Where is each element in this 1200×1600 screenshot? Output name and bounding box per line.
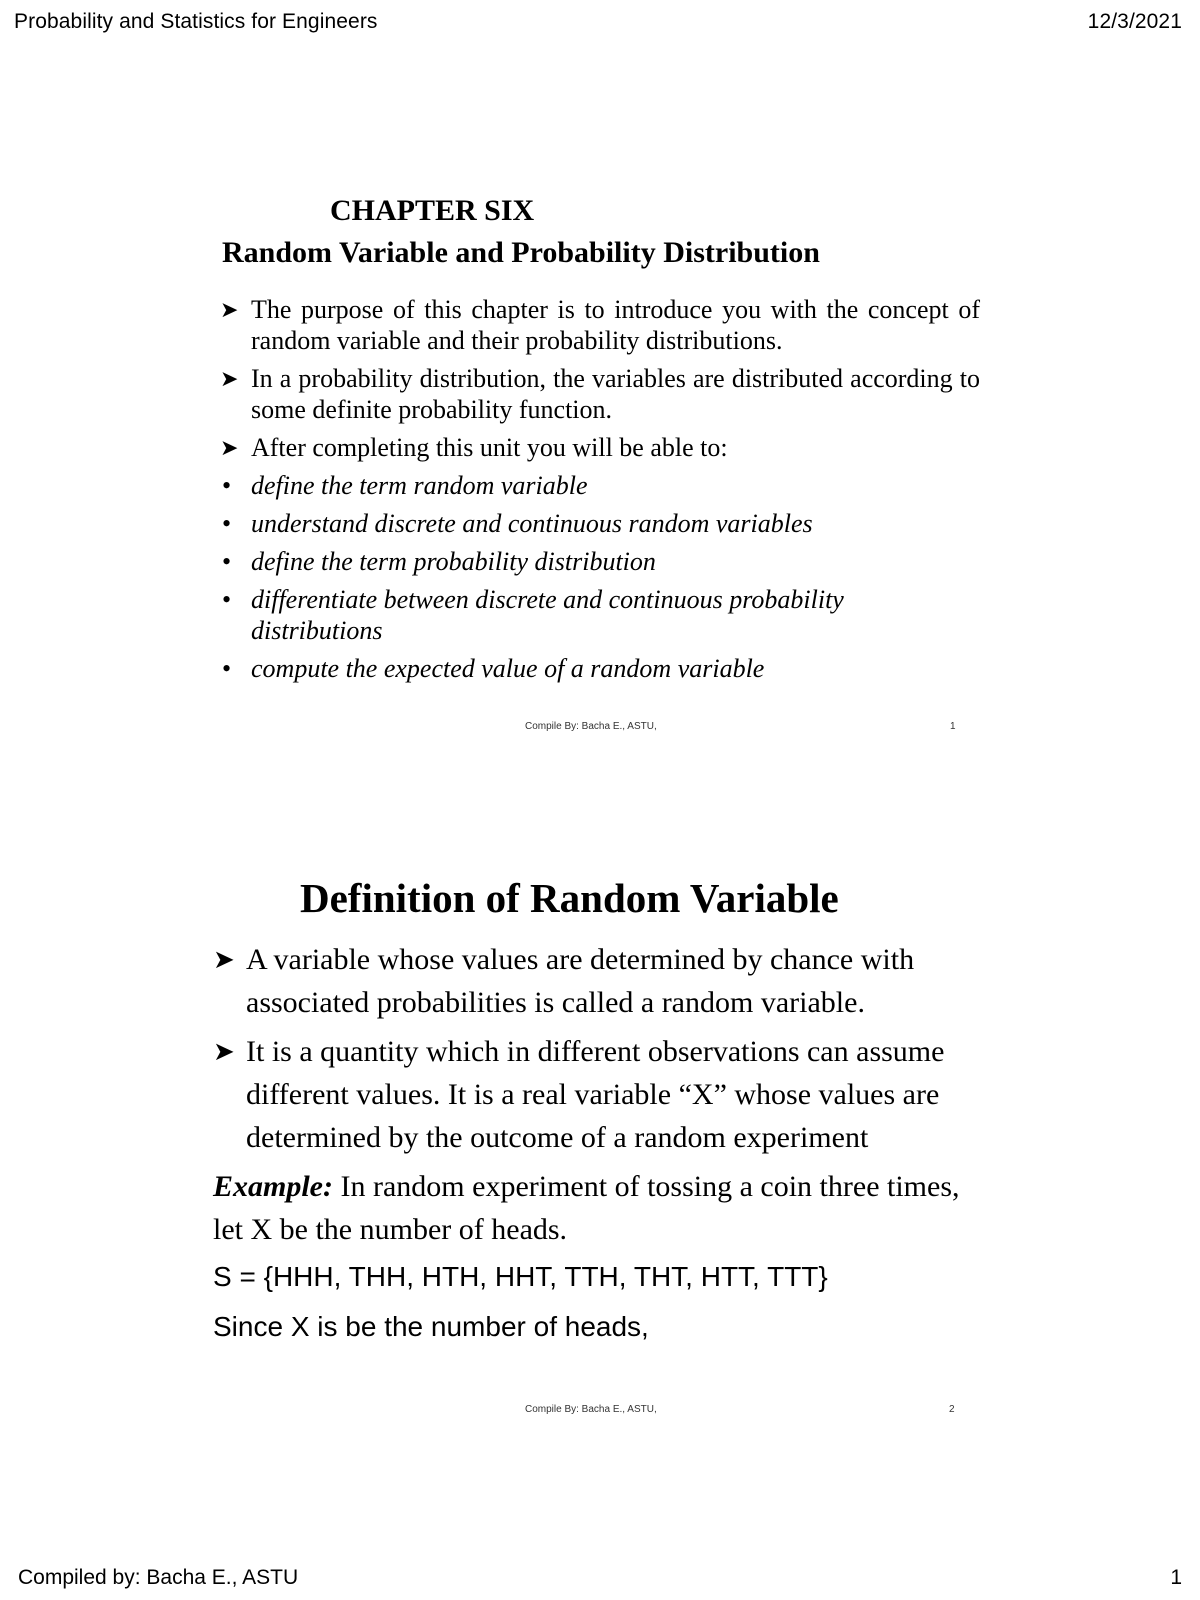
arrow-bullet-icon: ➤ [220,366,239,391]
slide1-number: 1 [950,721,956,732]
since-line: Since X is be the number of heads, [213,1311,649,1342]
arrow-bullet-icon: ➤ [213,945,235,974]
slide1-point [220,432,980,463]
example-paragraph [213,1165,973,1251]
bullet-dot-icon: • [222,471,232,500]
bullet-dot-icon: • [222,654,232,683]
slide1-point-text: The purpose of this chapter is to introduce you with the concept of random variable and their probability distributions. [251,295,980,355]
header-date: 12/3/2021 [1087,10,1182,33]
slide2-point [213,1030,973,1159]
page-number: 1 [1170,1566,1182,1589]
bullet-dot-icon: • [222,509,232,538]
objective-text: compute the expected value of a random variable [251,654,765,683]
slide2-credit: Compile By: Bacha E., ASTU, [525,1404,657,1415]
slide2-number: 2 [949,1404,955,1415]
slide1-point [220,363,980,425]
compiled-by: Compiled by: Bacha E., ASTU [18,1566,299,1589]
slide2-point-text: It is a quantity which in different observations can assume different values. It is a real variable “X” whose values are determined by the outcome of a random experiment [246,1035,945,1154]
slide1-point-text: After completing this unit you will be able to: [251,433,728,462]
slide1-body [220,294,980,691]
arrow-bullet-icon: ➤ [220,435,239,460]
objective-text: define the term probability distribution [251,547,656,576]
chapter-heading: CHAPTER SIX [330,194,535,227]
objective-item [220,584,980,646]
slide1-point [220,294,980,356]
chapter-subtitle: Random Variable and Probability Distribution [222,236,820,269]
objective-item [220,653,980,684]
objective-text: understand discrete and continuous random variables [251,509,813,538]
objective-item [220,546,980,577]
course-title: Probability and Statistics for Engineers [14,10,378,33]
objective-item [220,470,980,501]
sample-space: S = {HHH, THH, HTH, HHT, TTH, THT, HTT, TTT} [213,1261,828,1292]
example-text: In random experiment of tossing a coin three times, let X be the number of heads. [213,1170,960,1246]
slide2-point [213,938,973,1024]
objective-item [220,508,980,539]
slide2-title: Definition of Random Variable [300,875,839,921]
objective-text: define the term random variable [251,471,588,500]
slide2-point-text: A variable whose values are determined by chance with associated probabilities is called a random variable. [246,943,915,1019]
objective-text: differentiate between discrete and continuous probability distributions [251,585,844,645]
example-label: Example: [213,1170,333,1203]
bullet-dot-icon: • [222,585,232,614]
slide1-credit: Compile By: Bacha E., ASTU, [525,721,657,732]
slide2-body [213,938,973,1347]
bullet-dot-icon: • [222,547,232,576]
slide1-point-text: In a probability distribution, the variables are distributed according to some definite probability function. [251,364,980,424]
arrow-bullet-icon: ➤ [220,297,239,322]
arrow-bullet-icon: ➤ [213,1037,235,1066]
